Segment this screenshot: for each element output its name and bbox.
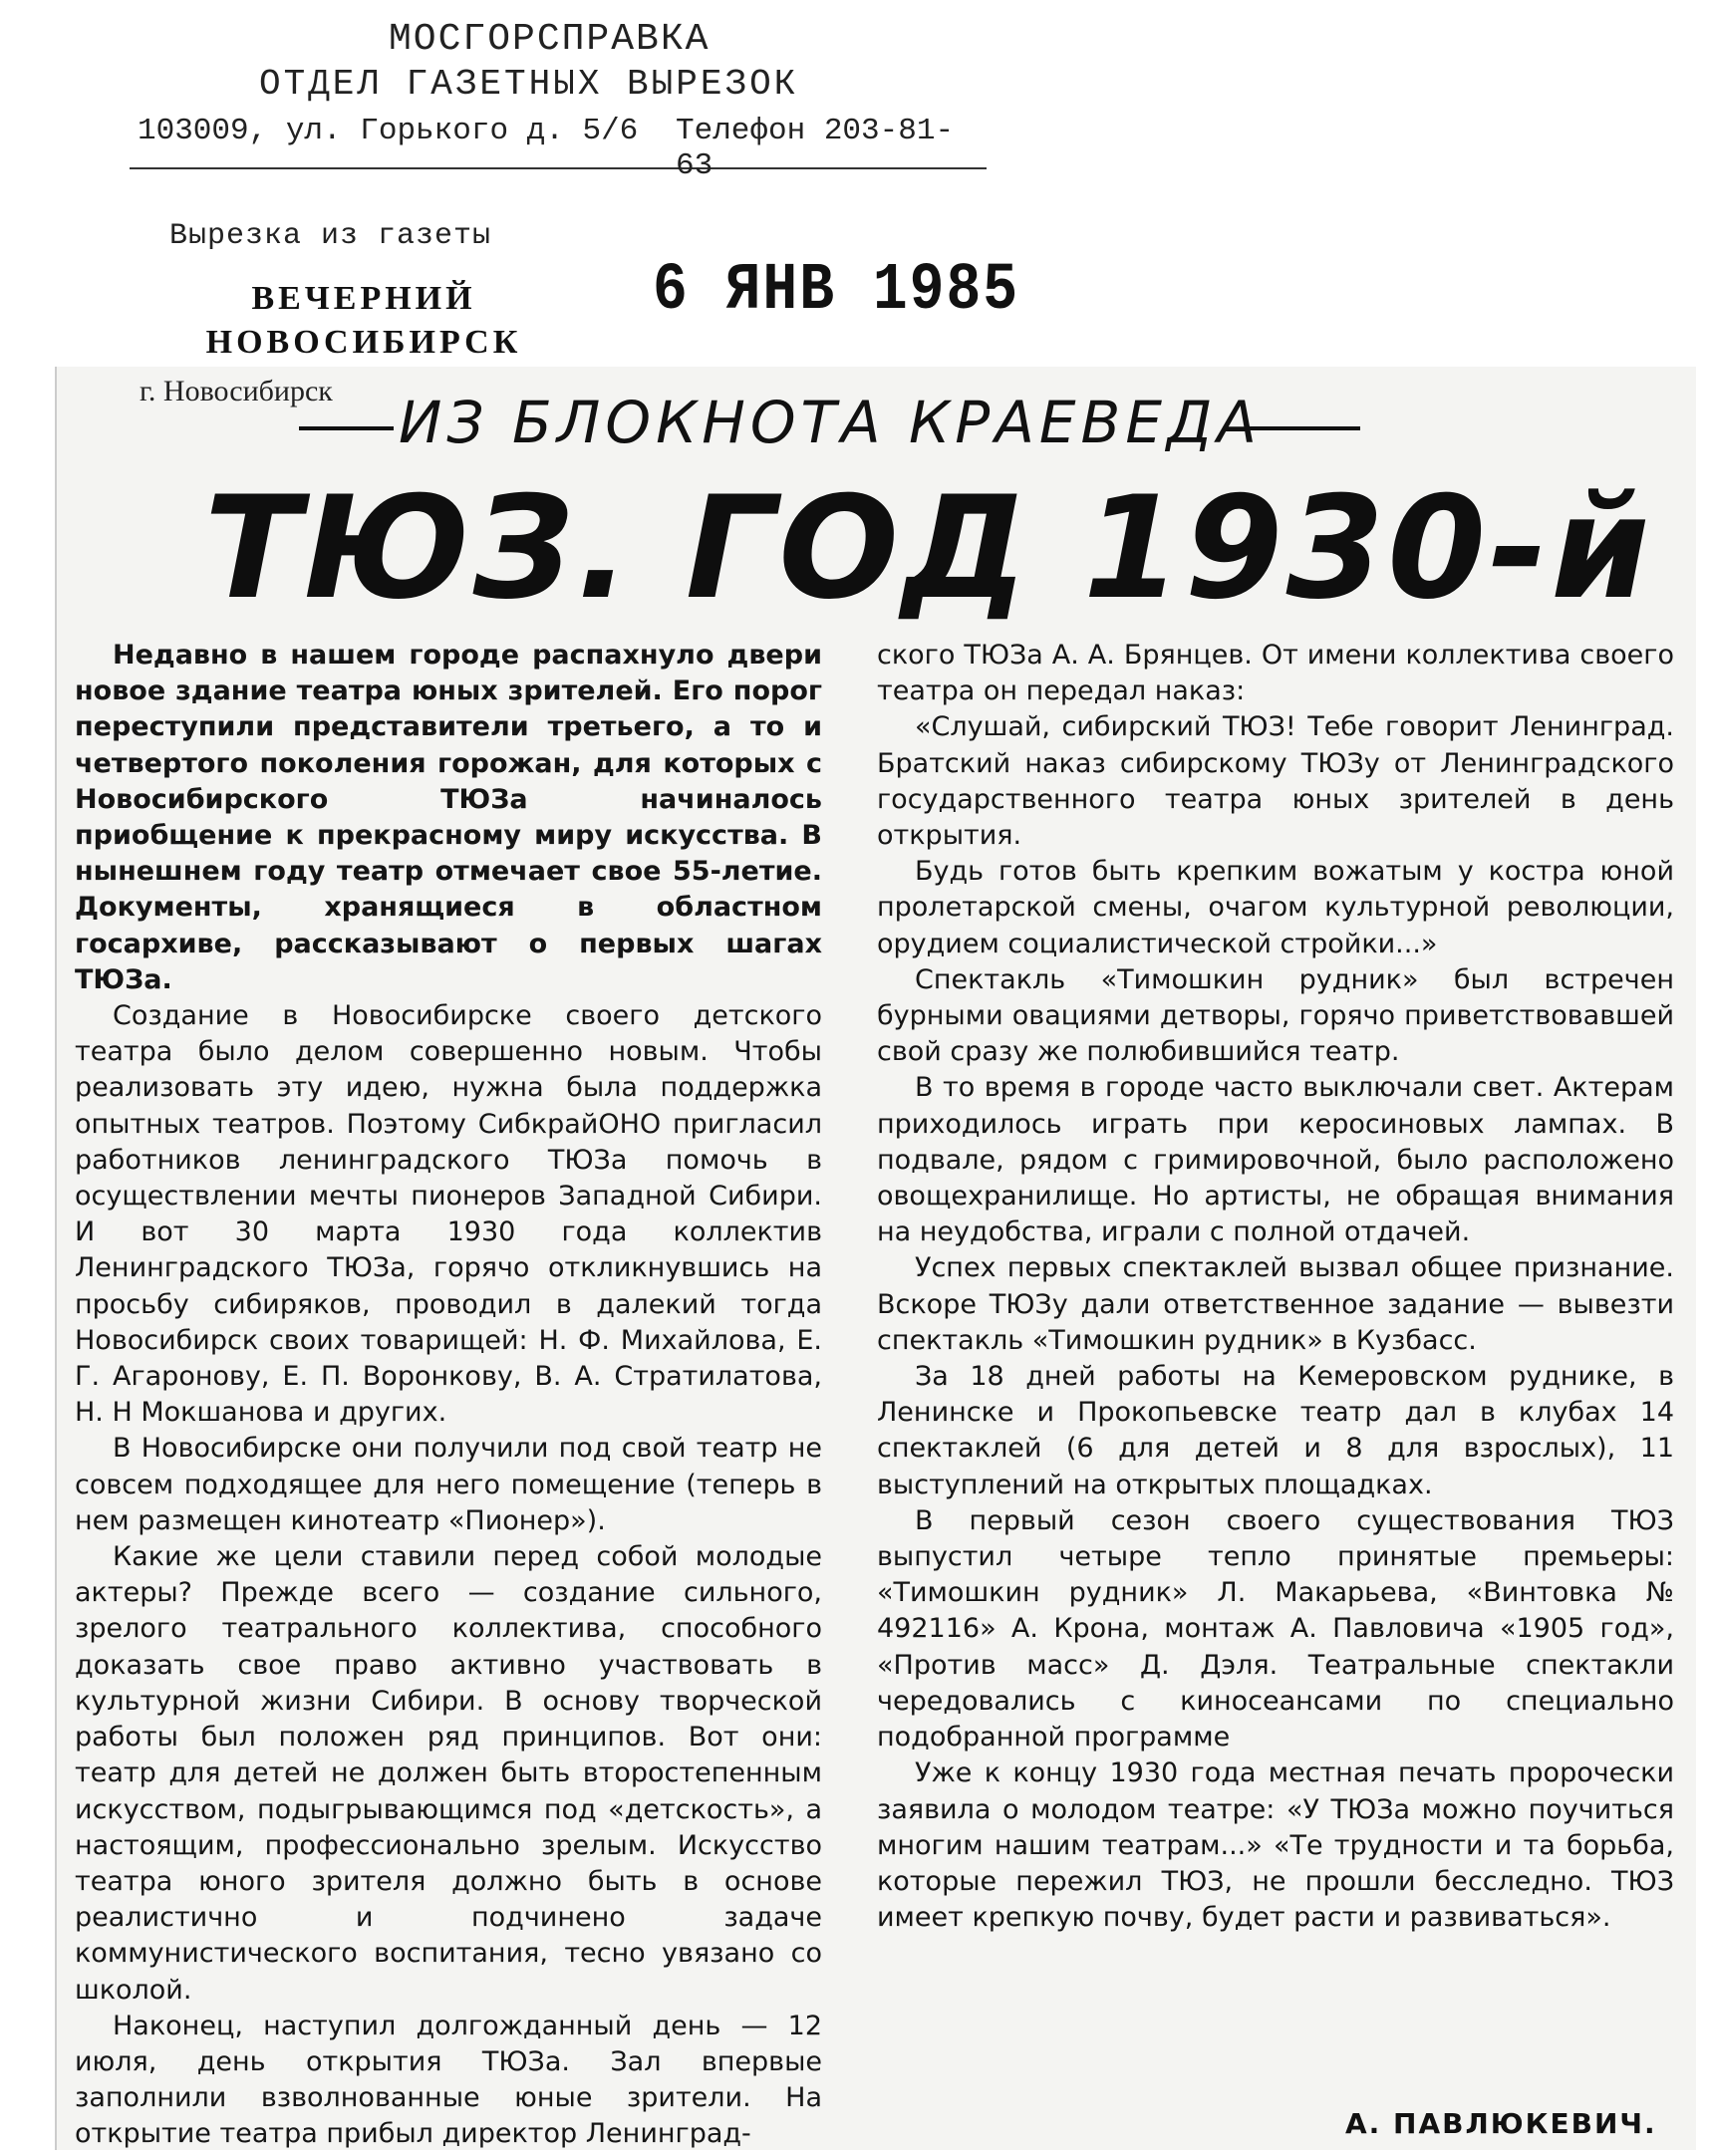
rubric: ИЗ БЛОКНОТА КРАЕВЕДА bbox=[399, 389, 1262, 456]
stamp-department: ОТДЕЛ ГАЗЕТНЫХ ВЫРЕЗОК bbox=[259, 64, 799, 105]
date-stamp: 6 ЯНВ 1985 bbox=[653, 254, 1020, 329]
newspaper-name-line2: НОВОСИБИРСК bbox=[205, 324, 522, 361]
article-column-right bbox=[877, 638, 1674, 1936]
stamp-address: 103009, ул. Горького д. 5/6 bbox=[138, 114, 639, 148]
article-paragraph: В первый сезон своего существования ТЮЗ выпустил четыре тепло принятые премьеры: «Тимошкин рудник» Л. Макарьева, «Винтовка № 492116» А. Крона, монтаж А. Павловича «1905 год», «Против масс» Д. Дэля. Театральные спектакли чередовались с киносеансами по специально подобранной программе bbox=[877, 1504, 1674, 1753]
rubric-rule-left bbox=[299, 426, 394, 430]
article-paragraph: «Слушай, сибирский ТЮЗ! Тебе говорит Ленинград. Братский наказ сибирскому ТЮЗу от Ленинградского государственного театра юных зрителей в день открытия. bbox=[877, 711, 1674, 852]
author-signature: А. ПАВЛЮКЕВИЧ. bbox=[1345, 2107, 1657, 2140]
archive-stamp bbox=[130, 8, 987, 183]
stamp-phone: Телефон 203-81-63 bbox=[676, 114, 955, 183]
article-paragraph: Успех первых спектаклей вызвал общее признание. Вскоре ТЮЗу дали ответственное задание — вывезти спектакль «Тимошкин рудник» в Кузбасс. bbox=[877, 1252, 1674, 1356]
clip-label: Вырезка из газеты bbox=[169, 219, 492, 253]
article-column-left bbox=[75, 638, 822, 2153]
newspaper-name-line1: ВЕЧЕРНИЙ bbox=[251, 280, 476, 317]
article-paragraph: В Новосибирске они получили под свой театр не совсем подходящее для него помещение (теперь в нем размещен кинотеатр «Пионер»). bbox=[75, 1433, 822, 1536]
article-paragraph: Какие же цели ставили перед собой молодые актеры? Прежде всего — создание сильного, зрелого театрального коллектива, способного доказать свое право активно участвовать в культурной жизни Сибири. В основу творческой работы был положен ряд принципов. Вот они: театр для детей не должен быть второстепенным искусством, подыгрывающимся под «детскость», а настоящим, профессионально зрелым. Искусство театра юного зрителя должно быть в основе реалистично и подчинено задаче коммунистического воспитания, тесно увязано со школой. bbox=[75, 1541, 822, 2006]
article-paragraph: Уже к концу 1930 года местная печать пророчески заявила о молодом театре: «У ТЮЗа можно поучиться многим нашим театрам...» «Те трудности и та борьба, которые пережил ТЮЗ, не прошли бесследно. ТЮЗ имеет крепкую почву, будет расти и развиваться». bbox=[877, 1757, 1674, 1934]
article-headline: ТЮЗ. ГОД 1930-й bbox=[204, 466, 1653, 631]
article-paragraph: Наконец, наступил долгожданный день — 12 июля, день открытия ТЮЗа. Зал впервые заполнили взволнованные юные зрители. На открытие театра прибыл директор Ленинград- bbox=[75, 2010, 822, 2150]
article-paragraph: ского ТЮЗа А. А. Брянцев. От имени коллектива своего театра он передал наказ: bbox=[877, 640, 1674, 707]
article-paragraph: Будь готов быть крепким вожатым у костра юной пролетарской смены, очагом культурной революции, орудием социалистической стройки...» bbox=[877, 856, 1674, 959]
newspaper-name bbox=[204, 277, 523, 365]
rubric-rule-right bbox=[1246, 426, 1360, 430]
city-label: г. Новосибирск bbox=[140, 375, 333, 407]
article-paragraph: За 18 дней работы на Кемеровском руднике, в Ленинске и Прокопьевске театр дал в клубах 14 спектаклей (6 для детей и 8 для взрослых), 11 выступлений на открытых площадках. bbox=[877, 1361, 1674, 1500]
article-paragraph: В то время в городе часто выключали свет. Актерам приходилось играть при керосиновых лампах. В подвале, рядом с гримировочной, было расположено овощехранилище. Но артисты, не обращая внимания на неудобства, играли с полной отдачей. bbox=[877, 1072, 1674, 1248]
article-paragraph: Создание в Новосибирске своего детского театра было делом совершенно новым. Чтобы реализовать эту идею, нужна была поддержка опытных театров. Поэтому СибкрайОНО пригласил работников ленинградского ТЮЗа помочь в осуществлении мечты пионеров Западной Сибири. И вот 30 марта 1930 года коллектив Ленинградского ТЮЗа, горячо откликнувшись на просьбу сибиряков, проводил в далекий тогда Новосибирск своих товарищей: Н. Ф. Михайлова, Е. Г. Агаронову, Е. П. Воронкову, В. А. Стратилатова, Н. Н Мокшанова и других. bbox=[75, 1000, 822, 1429]
article-lead: Недавно в нашем городе распахнуло двери новое здание театра юных зрителей. Его порог переступили представители третьего, а то и четвертого поколения горожан, для которых с Новосибирского ТЮЗа начиналось приобщение к прекрасному миру искусства. В нынешнем году театр отмечает свое 55-летие. Документы, хранящиеся в областном госархиве, рассказывают о первых шагах ТЮЗа. bbox=[75, 640, 822, 995]
stamp-agency: МОСГОРСПРАВКА bbox=[389, 18, 711, 61]
article-paragraph: Спектакль «Тимошкин рудник» был встречен бурными овациями детворы, горячо приветствовавшей свой сразу же полюбившийся театр. bbox=[877, 963, 1674, 1068]
